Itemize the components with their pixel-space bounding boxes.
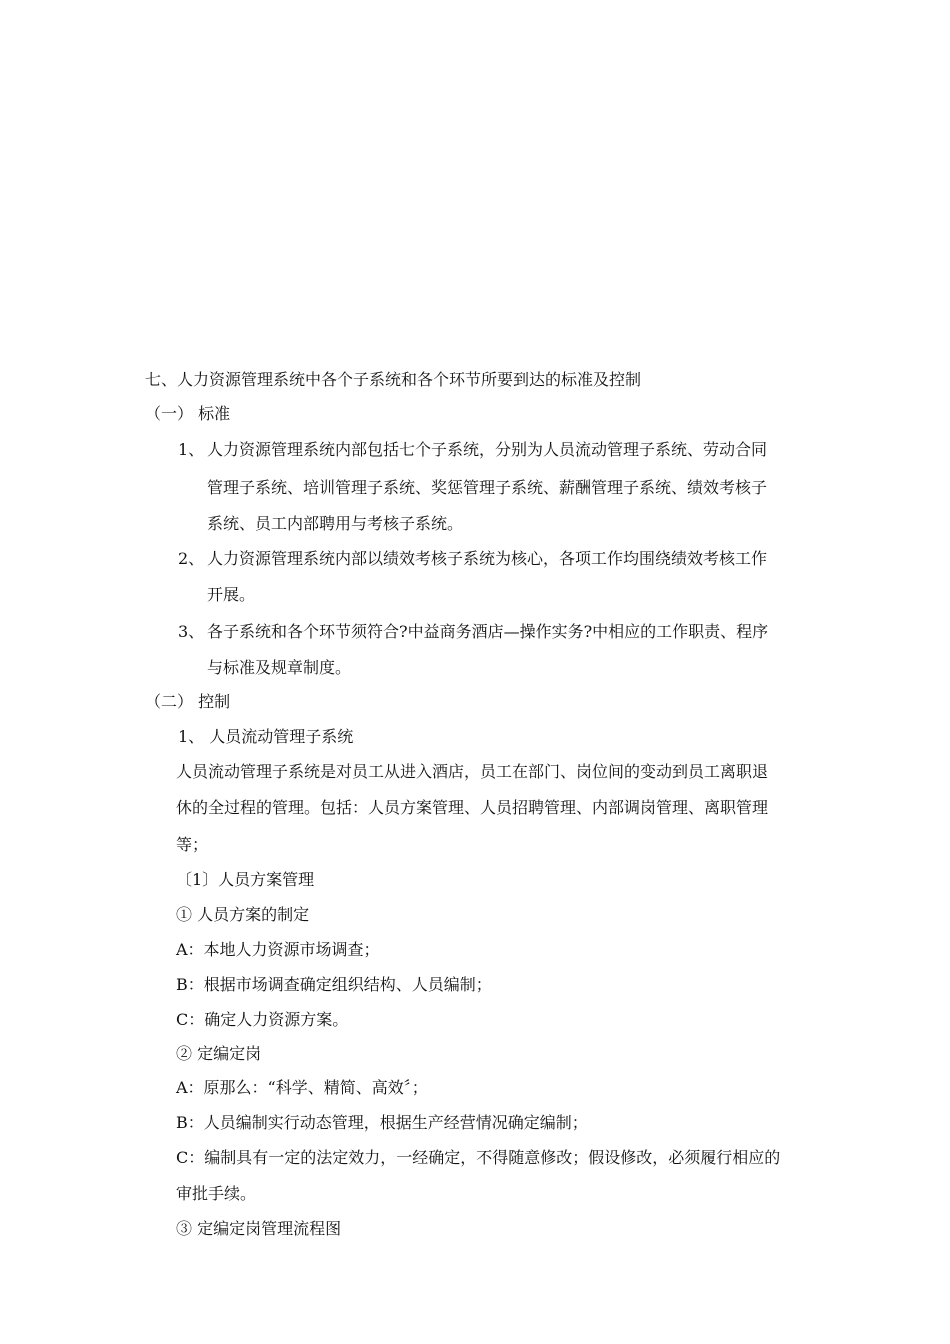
staffing-item-b: B：人员编制实行动态管理，根据生产经营情况确定编制； — [176, 1113, 588, 1132]
staffing-item-a: A：原那么：“科学、精简、高效〞； — [176, 1078, 428, 1097]
standard-item-3-line1: 各子系统和各个环节须符合?中益商务酒店—操作实务?中相应的工作职责、程序 — [207, 622, 769, 641]
section-heading: 七、人力资源管理系统中各个子系统和各个环节所要到达的标准及控制 — [145, 370, 642, 389]
standard-item-2-line2: 开展。 — [207, 585, 256, 604]
subsection-standard-label: （一） 标准 — [145, 404, 231, 423]
staffing-heading: ② 定编定岗 — [176, 1044, 262, 1063]
plan-item-b: B：根据市场调查确定组织结构、人员编制； — [176, 975, 492, 994]
plan-formulation-heading: ① 人员方案的制定 — [176, 905, 310, 924]
staffing-item-c-line2: 审批手续。 — [176, 1184, 257, 1203]
standard-item-3-line2: 与标准及规章制度。 — [207, 658, 352, 677]
subsection-control-label: （二） 控制 — [145, 692, 231, 711]
plan-management-heading: 〔1〕人员方案管理 — [176, 870, 315, 889]
standard-item-2-number: 2、 — [178, 549, 205, 568]
paragraph-line3: 等； — [176, 835, 209, 854]
standard-item-1-number: 1、 — [178, 440, 205, 459]
plan-item-c: C：确定人力资源方案。 — [176, 1010, 349, 1029]
paragraph-line1: 人员流动管理子系统是对员工从进入酒店，员工在部门、岗位间的变动到员工离职退 — [176, 762, 769, 781]
standard-item-1-line2: 管理子系统、培训管理子系统、奖惩管理子系统、薪酬管理子系统、绩效考核子 — [207, 478, 768, 497]
flowchart-heading: ③ 定编定岗管理流程图 — [176, 1219, 342, 1238]
standard-item-3-number: 3、 — [178, 622, 205, 641]
standard-item-1-line1: 人力资源管理系统内部包括七个子系统，分别为人员流动管理子系统、劳动合同 — [207, 440, 768, 459]
standard-item-2-line1: 人力资源管理系统内部以绩效考核子系统为核心，各项工作均围绕绩效考核工作 — [207, 549, 768, 568]
subsystem-title: 1、 人员流动管理子系统 — [178, 727, 354, 746]
paragraph-line2: 休的全过程的管理。包括：人员方案管理、人员招聘管理、内部调岗管理、离职管理 — [176, 798, 769, 817]
staffing-item-c-line1: C：编制具有一定的法定效力，一经确定，不得随意修改；假设修改，必须履行相应的 — [176, 1148, 781, 1167]
standard-item-1-line3: 系统、员工内部聘用与考核子系统。 — [207, 514, 464, 533]
plan-item-a: A：本地人力资源市场调查； — [176, 940, 380, 959]
